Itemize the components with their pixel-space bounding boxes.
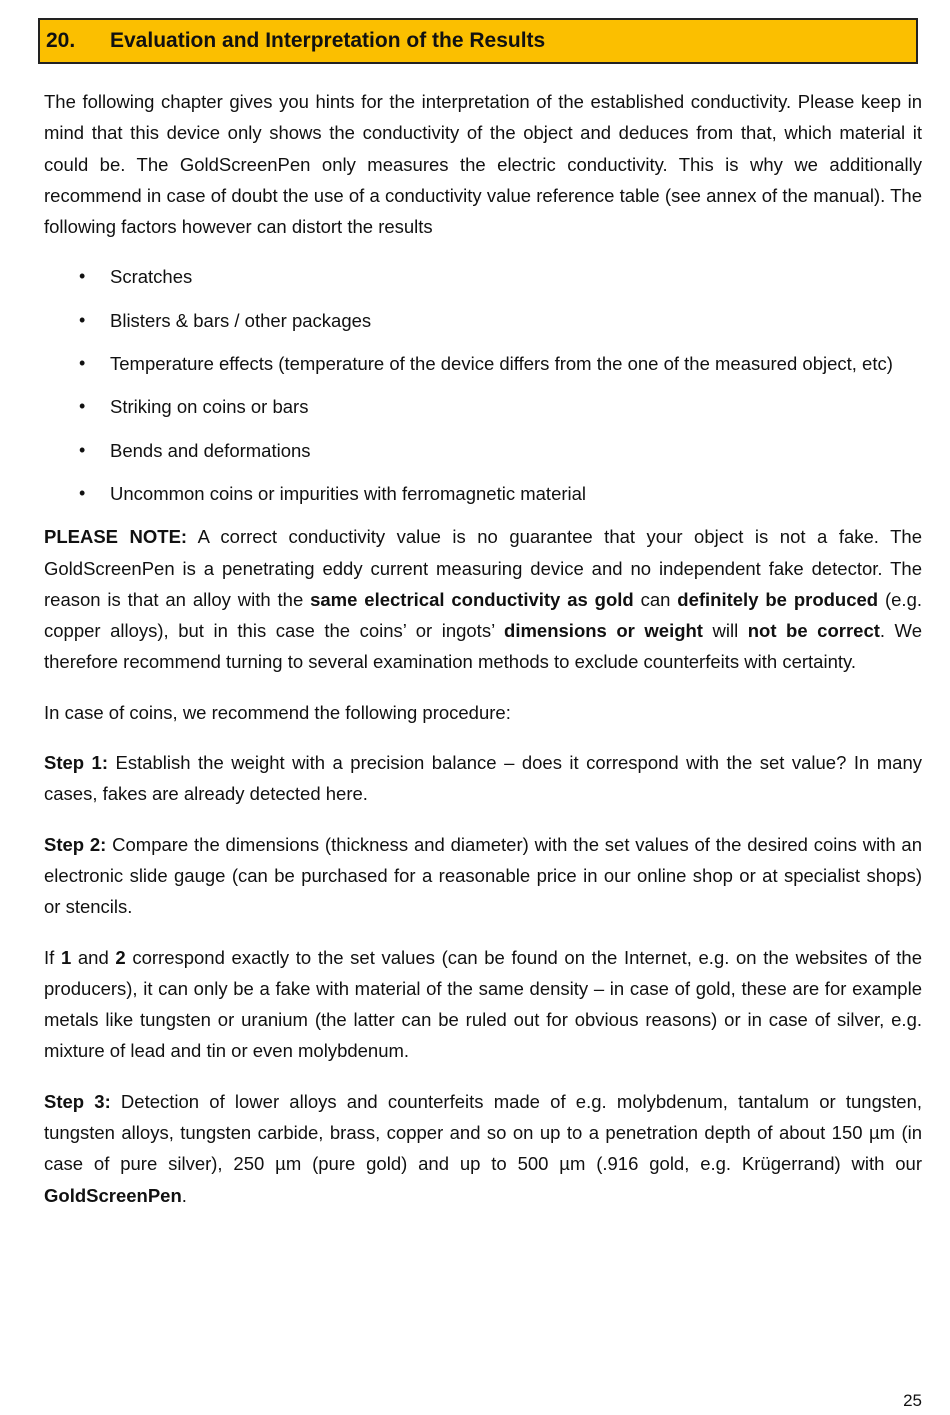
factors-list bbox=[44, 261, 922, 509]
step-1-label: Step 1: bbox=[44, 752, 109, 774]
step-1-paragraph: Step 1: Establish the weight with a precision balance – does it correspond with the set value? In many cases, fakes are already detected here. bbox=[44, 752, 922, 805]
step-2-paragraph: Step 2: Compare the dimensions (thickness and diameter) with the set values of the desired coins with an electronic slide gauge (can be purchased for a reasonable price in our online shop or at specialist shops) or stencils. bbox=[44, 833, 922, 918]
section-title: Evaluation and Interpretation of the Results bbox=[110, 29, 546, 52]
bullet-icon: • bbox=[79, 266, 86, 287]
product-name: GoldScreenPen bbox=[44, 1184, 182, 1206]
list-item: • Blisters & bars / other packages bbox=[44, 305, 922, 336]
note-label: PLEASE NOTE: bbox=[44, 526, 188, 548]
step-3-label: Step 3: bbox=[44, 1090, 111, 1112]
bullet-icon: • bbox=[79, 439, 86, 460]
list-item: • Scratches bbox=[44, 261, 922, 292]
bullet-icon: • bbox=[79, 396, 86, 417]
page-number: 25 bbox=[903, 1391, 922, 1410]
step-2-label: Step 2: bbox=[44, 833, 107, 855]
bullet-icon: • bbox=[79, 482, 86, 503]
step-3-paragraph: Step 3: Detection of lower alloys and counterfeits made of e.g. molybdenum, tantalum or tungsten, tungsten alloys, tungsten carbide, brass, copper and so on up to a penetration depth of about 150 µm (in case of pure silver), 250 µm (pure gold) and up to 500 µm (.916 gold, e.g. Krügerrand) with our GoldScreenPen. bbox=[44, 1090, 922, 1206]
list-item: • Uncommon coins or impurities with ferromagnetic material bbox=[44, 478, 922, 509]
list-item: • Bends and deformations bbox=[44, 435, 922, 466]
list-item: • Striking on coins or bars bbox=[44, 391, 922, 422]
intro-paragraph: The following chapter gives you hints for the interpretation of the established conductivity. Please keep in mind that this device only shows the conductivity of the object and deduces from that, which material it could be. The GoldScreenPen only measures the electric conductivity. This is why we additionally recommend in case of doubt the use of a conductivity value reference table (see annex of the manual). The following factors however can distort the results bbox=[44, 91, 922, 238]
section-heading bbox=[38, 18, 918, 64]
bullet-icon: • bbox=[79, 309, 86, 330]
section-number: 20. bbox=[46, 29, 76, 52]
bullet-icon: • bbox=[79, 353, 86, 374]
page-content bbox=[44, 86, 922, 1230]
if-paragraph: If 1 and 2 correspond exactly to the set values (can be found on the Internet, e.g. on the websites of the producers), it can only be a fake with material of the same density – in case of gold, these are for example metals like tungsten or uranium (the latter can be ruled out for obvious reasons) or in case of silver, e.g. mixture of lead and tin or even molybdenum. bbox=[44, 946, 922, 1062]
list-item: • Temperature effects (temperature of the device differs from the one of the measured object, etc) bbox=[44, 348, 922, 379]
coins-intro-paragraph: In case of coins, we recommend the following procedure: bbox=[44, 701, 511, 723]
note-paragraph: PLEASE NOTE: A correct conductivity value is no guarantee that your object is not a fake. The GoldScreenPen is a penetrating eddy current measuring device and no independent fake detector. The reason is that an alloy with the same electrical conductivity as gold can definitely be produced (e.g. copper alloys), but in this case the coins’ or ingots’ dimensions or weight will not be correct. We therefore recommend turning to several examination methods to exclude counterfeits with certainty. bbox=[44, 526, 922, 673]
